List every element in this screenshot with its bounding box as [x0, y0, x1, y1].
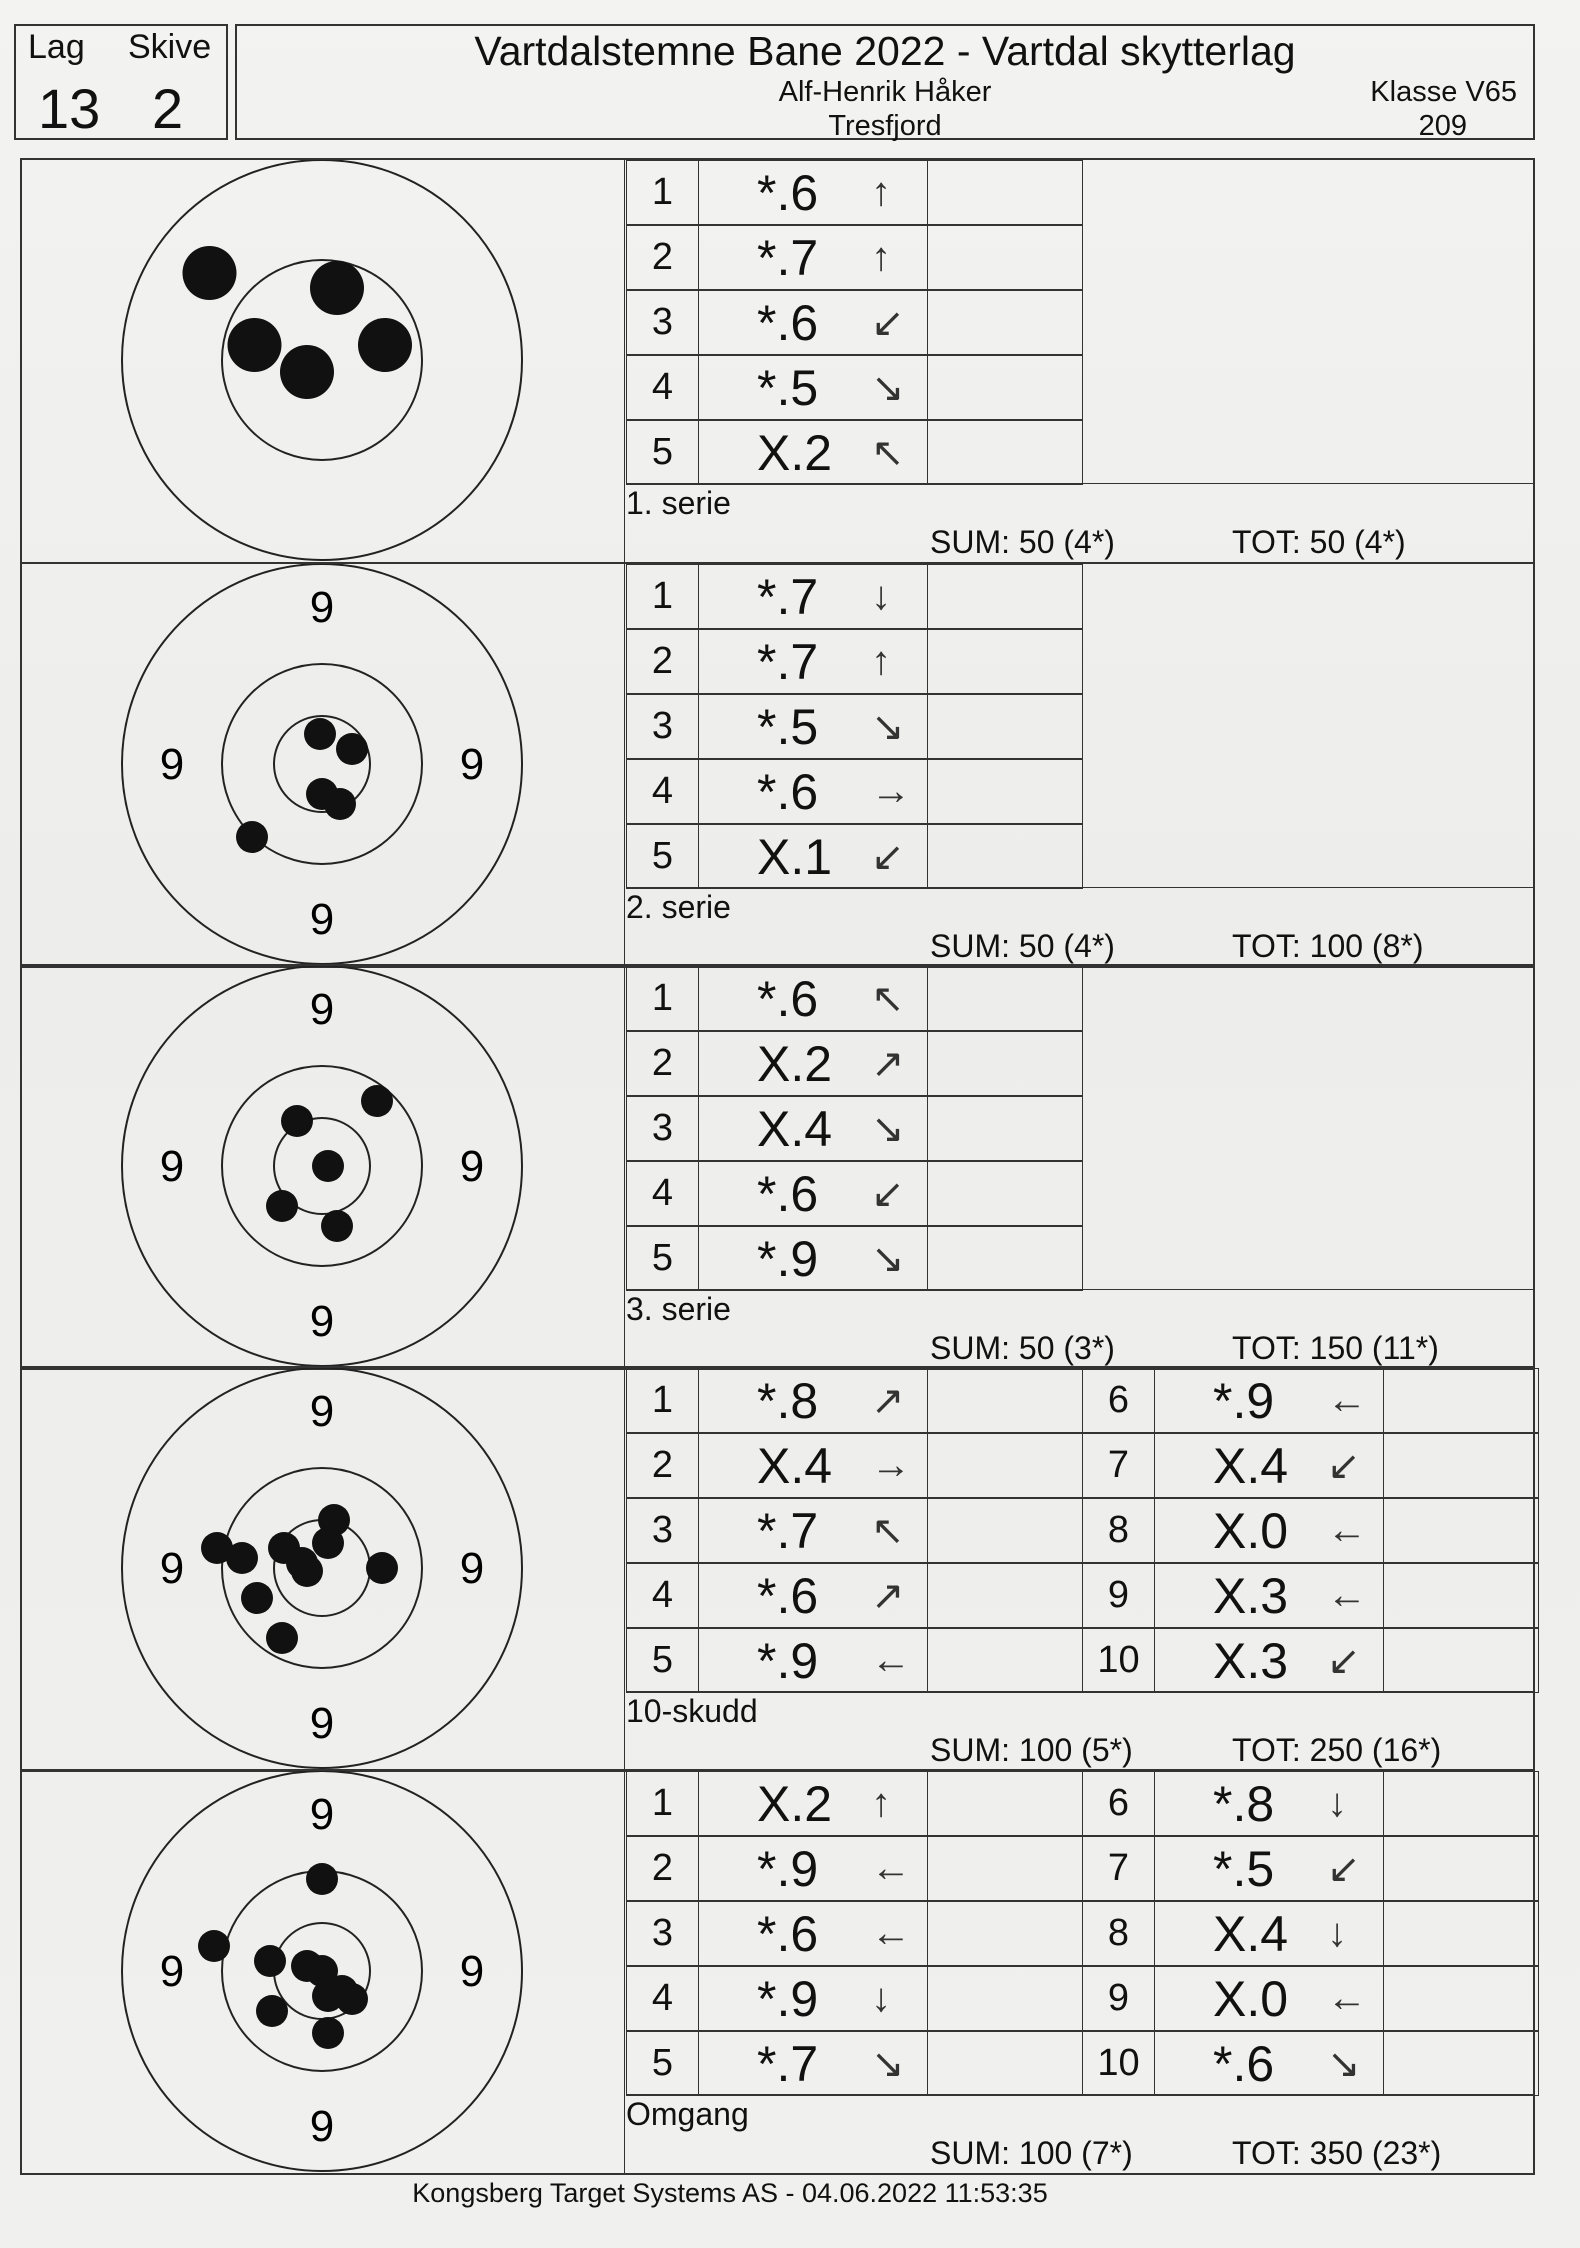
- shot-value: *.5: [757, 359, 819, 416]
- column-divider: [624, 1771, 625, 2175]
- target-diagram: [22, 160, 622, 564]
- shot-blank-cell: [927, 1433, 1083, 1498]
- shot-number: 5: [626, 420, 699, 485]
- shot-score: [1154, 1771, 1384, 1836]
- shot-score: [1154, 1966, 1384, 2031]
- shot-direction-arrow-icon: ←: [1327, 1976, 1367, 2020]
- shot-score: [1154, 2031, 1384, 2096]
- shot-score: [1154, 1836, 1384, 1901]
- shot-direction-arrow-icon: ↓: [871, 574, 891, 618]
- shot-direction-arrow-icon: ↘: [871, 704, 905, 749]
- shot-blank-cell: [927, 1368, 1083, 1433]
- shot-direction-arrow-icon: ↙: [871, 300, 905, 345]
- shot-value: X.4: [1213, 1905, 1289, 1962]
- shot-hole: [336, 1983, 368, 2015]
- series-total: TOT: 150 (11*): [1232, 1330, 1439, 1366]
- shot-value: X.0: [1213, 1502, 1289, 1559]
- shot-blank-cell: [927, 759, 1083, 824]
- series-label: 2. serie: [626, 889, 731, 925]
- ring-number-bottom: 9: [309, 2102, 335, 2151]
- ring-number-bottom: 9: [309, 895, 335, 944]
- shot-score: [698, 694, 928, 759]
- shot-number: 8: [1082, 1901, 1155, 1966]
- shot-hole: [266, 1190, 298, 1222]
- ring-number-bottom: 9: [309, 1297, 335, 1346]
- shot-score: [698, 420, 928, 485]
- column-divider: [624, 1368, 625, 1772]
- title-box: [235, 24, 1535, 140]
- class-label: Klasse V65: [1370, 76, 1517, 108]
- ring-number-top: 9: [309, 985, 335, 1034]
- lag-skive-box: [14, 24, 228, 140]
- shot-direction-arrow-icon: ↘: [871, 1236, 905, 1281]
- shooter-club: Tresfjord: [828, 110, 942, 142]
- shot-value: *.6: [757, 1567, 819, 1624]
- shot-number: 3: [626, 1901, 699, 1966]
- shot-number: 2: [626, 629, 699, 694]
- shot-number: 4: [626, 355, 699, 420]
- shot-blank-cell: [1383, 1368, 1539, 1433]
- shot-hole: [254, 1945, 286, 1977]
- shot-number: 1: [626, 1771, 699, 1836]
- shot-hole: [266, 1622, 298, 1654]
- row-divider: [626, 887, 1535, 888]
- target-diagram: [22, 1368, 622, 1772]
- shot-blank-cell: [927, 1966, 1083, 2031]
- target-panel: [22, 1771, 622, 2173]
- shot-number: 5: [626, 1628, 699, 1693]
- shot-number: 10: [1082, 2031, 1155, 2096]
- shot-score: [698, 355, 928, 420]
- shot-score: [698, 225, 928, 290]
- target-diagram: [22, 1771, 622, 2175]
- ring-number-right: 9: [459, 740, 485, 789]
- shot-score: [698, 564, 928, 629]
- shot-value: *.9: [757, 1840, 819, 1897]
- shot-value: *.6: [757, 164, 819, 221]
- shot-direction-arrow-icon: →: [871, 1443, 911, 1487]
- target-panel: [22, 564, 622, 966]
- shot-hole: [361, 1085, 393, 1117]
- shot-score: [698, 1498, 928, 1563]
- shot-number: 4: [626, 1966, 699, 2031]
- shot-blank-cell: [927, 1628, 1083, 1693]
- ring-number-right: 9: [459, 1544, 485, 1593]
- shot-value: X.1: [757, 828, 833, 885]
- shot-direction-arrow-icon: ↓: [1327, 1911, 1347, 1955]
- shot-number: 2: [626, 1433, 699, 1498]
- shot-direction-arrow-icon: ↓: [871, 1976, 891, 2020]
- shot-direction-arrow-icon: ↑: [871, 1781, 891, 1825]
- shot-hole: [183, 246, 237, 300]
- shot-direction-arrow-icon: ↑: [871, 639, 891, 683]
- shot-hole: [312, 1150, 344, 1182]
- shot-direction-arrow-icon: ↑: [871, 170, 891, 214]
- shot-blank-cell: [927, 225, 1083, 290]
- shot-value: *.6: [757, 763, 819, 820]
- shot-hole: [366, 1552, 398, 1584]
- series-section: [20, 158, 1535, 564]
- target-panel: [22, 966, 622, 1368]
- target-panel: [22, 1368, 622, 1770]
- shot-hole: [198, 1930, 230, 1962]
- shot-hole: [336, 733, 368, 765]
- series-sum: SUM: 100 (7*): [930, 2135, 1133, 2171]
- column-divider: [624, 160, 625, 564]
- series-sum: SUM: 50 (4*): [930, 928, 1115, 964]
- shot-score: [1154, 1368, 1384, 1433]
- shot-number: 7: [1082, 1836, 1155, 1901]
- shot-score: [698, 1771, 928, 1836]
- shot-hole: [241, 1582, 273, 1614]
- row-divider: [626, 2094, 1535, 2095]
- shot-value: *.9: [757, 1632, 819, 1689]
- shot-value: *.7: [757, 2035, 819, 2092]
- class-number: 209: [1418, 110, 1467, 142]
- shot-score: [698, 1161, 928, 1226]
- shot-blank-cell: [927, 420, 1083, 485]
- row-divider: [626, 483, 1535, 484]
- shot-number: 9: [1082, 1563, 1155, 1628]
- shot-blank-cell: [1383, 1966, 1539, 2031]
- shot-score: [1154, 1628, 1384, 1693]
- shot-score: [1154, 1563, 1384, 1628]
- shot-direction-arrow-icon: ↙: [871, 834, 905, 879]
- shot-number: 3: [626, 290, 699, 355]
- shot-direction-arrow-icon: →: [871, 769, 911, 813]
- shot-direction-arrow-icon: ↖: [871, 976, 905, 1021]
- shot-value: *.5: [1213, 1840, 1275, 1897]
- shot-blank-cell: [1383, 1433, 1539, 1498]
- shot-blank-cell: [927, 2031, 1083, 2096]
- shot-number: 4: [626, 1563, 699, 1628]
- shot-blank-cell: [927, 564, 1083, 629]
- shot-number: 2: [626, 1031, 699, 1096]
- series-section: [20, 1769, 1535, 2175]
- shot-value: *.9: [757, 1230, 819, 1287]
- shot-hole: [358, 318, 412, 372]
- series-sum: SUM: 100 (5*): [930, 1732, 1133, 1768]
- shot-direction-arrow-icon: ↙: [1327, 1846, 1361, 1891]
- shot-blank-cell: [927, 824, 1083, 889]
- series-total: TOT: 350 (23*): [1232, 2135, 1442, 2171]
- ring-number-left: 9: [159, 740, 185, 789]
- shot-blank-cell: [1383, 1498, 1539, 1563]
- shot-blank-cell: [927, 1563, 1083, 1628]
- shot-score: [698, 2031, 928, 2096]
- ring-number-top: 9: [309, 583, 335, 632]
- shot-direction-arrow-icon: ↙: [1327, 1638, 1361, 1683]
- shot-score: [698, 966, 928, 1031]
- target-panel: [22, 160, 622, 562]
- shot-number: 1: [626, 160, 699, 225]
- target-diagram: [22, 564, 622, 968]
- shot-hole: [304, 718, 336, 750]
- shot-number: 1: [626, 1368, 699, 1433]
- shot-blank-cell: [927, 290, 1083, 355]
- shot-score: [698, 290, 928, 355]
- shot-blank-cell: [927, 1498, 1083, 1563]
- shot-score: [698, 1031, 928, 1096]
- shot-blank-cell: [1383, 1901, 1539, 1966]
- ring-number-left: 9: [159, 1947, 185, 1996]
- shot-number: 5: [626, 2031, 699, 2096]
- shot-value: X.3: [1213, 1632, 1289, 1689]
- ring-number-top: 9: [309, 1790, 335, 1839]
- shot-hole: [256, 1995, 288, 2027]
- shot-blank-cell: [927, 1096, 1083, 1161]
- shot-score: [698, 1368, 928, 1433]
- shot-direction-arrow-icon: ←: [1327, 1573, 1367, 1617]
- shot-hole: [280, 345, 334, 399]
- shot-blank-cell: [927, 1771, 1083, 1836]
- shot-blank-cell: [927, 355, 1083, 420]
- skive-label: Skive: [128, 28, 212, 66]
- shot-direction-arrow-icon: ↘: [1327, 2041, 1361, 2086]
- shot-value: *.7: [757, 633, 819, 690]
- shot-number: 1: [626, 564, 699, 629]
- shot-number: 4: [626, 1161, 699, 1226]
- series-label: 10-skudd: [626, 1693, 758, 1729]
- shot-hole: [236, 821, 268, 853]
- shot-value: *.8: [757, 1372, 819, 1429]
- shot-score: [698, 1836, 928, 1901]
- shot-score: [1154, 1433, 1384, 1498]
- shot-number: 8: [1082, 1498, 1155, 1563]
- shooter-name: Alf-Henrik Håker: [778, 76, 992, 108]
- shot-value: X.4: [1213, 1437, 1289, 1494]
- shot-hole: [306, 1863, 338, 1895]
- shot-hole: [281, 1105, 313, 1137]
- shot-hole: [321, 1210, 353, 1242]
- shot-direction-arrow-icon: ↘: [871, 1106, 905, 1151]
- lag-value: 13: [38, 77, 101, 140]
- event-title: Vartdalstemne Bane 2022 - Vartdal skytterlag: [474, 28, 1296, 74]
- shot-direction-arrow-icon: ↘: [871, 365, 905, 410]
- shot-blank-cell: [927, 1031, 1083, 1096]
- shot-score: [698, 824, 928, 889]
- shot-direction-arrow-icon: ↑: [871, 235, 891, 279]
- shot-blank-cell: [927, 1161, 1083, 1226]
- ring-number-left: 9: [159, 1142, 185, 1191]
- ring-number-left: 9: [159, 1544, 185, 1593]
- shot-direction-arrow-icon: ↗: [871, 1378, 905, 1423]
- shot-blank-cell: [927, 629, 1083, 694]
- shot-blank-cell: [927, 160, 1083, 225]
- shot-score: [698, 1096, 928, 1161]
- ring-number-right: 9: [459, 1142, 485, 1191]
- series-total: TOT: 250 (16*): [1232, 1732, 1442, 1768]
- shot-hole: [324, 788, 356, 820]
- shot-score: [698, 1901, 928, 1966]
- shot-value: X.2: [757, 424, 833, 481]
- shot-number: 6: [1082, 1368, 1155, 1433]
- shot-blank-cell: [1383, 1836, 1539, 1901]
- column-divider: [624, 564, 625, 968]
- shot-value: *.7: [757, 1502, 819, 1559]
- series-sum: SUM: 50 (4*): [930, 524, 1115, 560]
- shot-score: [1154, 1901, 1384, 1966]
- series-label: 3. serie: [626, 1291, 731, 1327]
- shot-value: *.6: [757, 970, 819, 1027]
- shot-direction-arrow-icon: ↖: [871, 430, 905, 475]
- shot-direction-arrow-icon: ↓: [1327, 1781, 1347, 1825]
- ring-number-right: 9: [459, 1947, 485, 1996]
- target-diagram: [22, 966, 622, 1370]
- shot-direction-arrow-icon: ←: [1327, 1508, 1367, 1552]
- shot-value: *.9: [1213, 1372, 1275, 1429]
- shot-value: *.5: [757, 698, 819, 755]
- shot-value: X.4: [757, 1437, 833, 1494]
- shot-score: [698, 1226, 928, 1291]
- series-section: [20, 1366, 1535, 1772]
- shot-blank-cell: [927, 694, 1083, 759]
- series-total: TOT: 50 (4*): [1232, 524, 1406, 560]
- series-label: Omgang: [626, 2096, 749, 2132]
- shot-direction-arrow-icon: ←: [871, 1638, 911, 1682]
- shot-number: 10: [1082, 1628, 1155, 1693]
- shot-value: X.0: [1213, 1970, 1289, 2027]
- shot-blank-cell: [1383, 1771, 1539, 1836]
- shot-direction-arrow-icon: ←: [871, 1911, 911, 1955]
- shot-hole: [291, 1555, 323, 1587]
- shot-direction-arrow-icon: ↘: [871, 2041, 905, 2086]
- shot-score: [698, 1563, 928, 1628]
- shot-score: [698, 160, 928, 225]
- shot-score: [698, 1966, 928, 2031]
- skive-value: 2: [152, 77, 184, 140]
- shot-direction-arrow-icon: ←: [1327, 1378, 1367, 1422]
- shot-hole: [310, 261, 364, 315]
- shot-number: 1: [626, 966, 699, 1031]
- shot-direction-arrow-icon: ↙: [1327, 1443, 1361, 1488]
- shot-blank-cell: [927, 1901, 1083, 1966]
- shot-hole: [306, 1955, 338, 1987]
- shot-blank-cell: [927, 966, 1083, 1031]
- series-label: 1. serie: [626, 485, 731, 521]
- shot-hole: [312, 2017, 344, 2049]
- shot-number: 4: [626, 759, 699, 824]
- shot-number: 3: [626, 1498, 699, 1563]
- shot-score: [698, 1433, 928, 1498]
- series-section: [20, 562, 1535, 968]
- shot-blank-cell: [927, 1226, 1083, 1291]
- shot-direction-arrow-icon: ↖: [871, 1508, 905, 1553]
- shot-score: [698, 629, 928, 694]
- shot-value: *.6: [757, 1905, 819, 1962]
- ring-number-top: 9: [309, 1387, 335, 1436]
- row-divider: [626, 1289, 1535, 1290]
- series-sum: SUM: 50 (3*): [930, 1330, 1115, 1366]
- shot-value: *.7: [757, 568, 819, 625]
- shot-blank-cell: [1383, 1628, 1539, 1693]
- shot-value: *.6: [1213, 2035, 1275, 2092]
- column-divider: [624, 966, 625, 1370]
- footer-text: Kongsberg Target Systems AS - 04.06.2022 11:53:35: [412, 2178, 1048, 2208]
- shot-number: 5: [626, 1226, 699, 1291]
- shot-blank-cell: [927, 1836, 1083, 1901]
- series-section: [20, 964, 1535, 1370]
- shot-blank-cell: [1383, 1563, 1539, 1628]
- shot-number: 2: [626, 225, 699, 290]
- shot-direction-arrow-icon: ↗: [871, 1041, 905, 1086]
- shot-number: 6: [1082, 1771, 1155, 1836]
- shot-score: [698, 1628, 928, 1693]
- shot-number: 7: [1082, 1433, 1155, 1498]
- shot-value: *.7: [757, 229, 819, 286]
- shot-value: X.2: [757, 1035, 833, 1092]
- ring-number-bottom: 9: [309, 1699, 335, 1748]
- shot-number: 9: [1082, 1966, 1155, 2031]
- shot-value: *.6: [757, 1165, 819, 1222]
- series-total: TOT: 100 (8*): [1232, 928, 1424, 964]
- shot-value: X.4: [757, 1100, 833, 1157]
- shot-number: 5: [626, 824, 699, 889]
- shot-value: *.8: [1213, 1775, 1275, 1832]
- lag-label: Lag: [28, 28, 85, 66]
- shot-value: X.2: [757, 1775, 833, 1832]
- shot-value: *.6: [757, 294, 819, 351]
- shot-blank-cell: [1383, 2031, 1539, 2096]
- shot-direction-arrow-icon: ↙: [871, 1171, 905, 1216]
- shot-number: 3: [626, 1096, 699, 1161]
- shot-direction-arrow-icon: ↗: [871, 1573, 905, 1618]
- row-divider: [626, 1691, 1535, 1692]
- shot-score: [1154, 1498, 1384, 1563]
- shot-number: 3: [626, 694, 699, 759]
- shot-score: [698, 759, 928, 824]
- shot-hole: [228, 318, 282, 372]
- shot-value: X.3: [1213, 1567, 1289, 1624]
- shot-hole: [226, 1542, 258, 1574]
- shot-value: *.9: [757, 1970, 819, 2027]
- shot-direction-arrow-icon: ←: [871, 1846, 911, 1890]
- shot-hole: [318, 1504, 350, 1536]
- shot-number: 2: [626, 1836, 699, 1901]
